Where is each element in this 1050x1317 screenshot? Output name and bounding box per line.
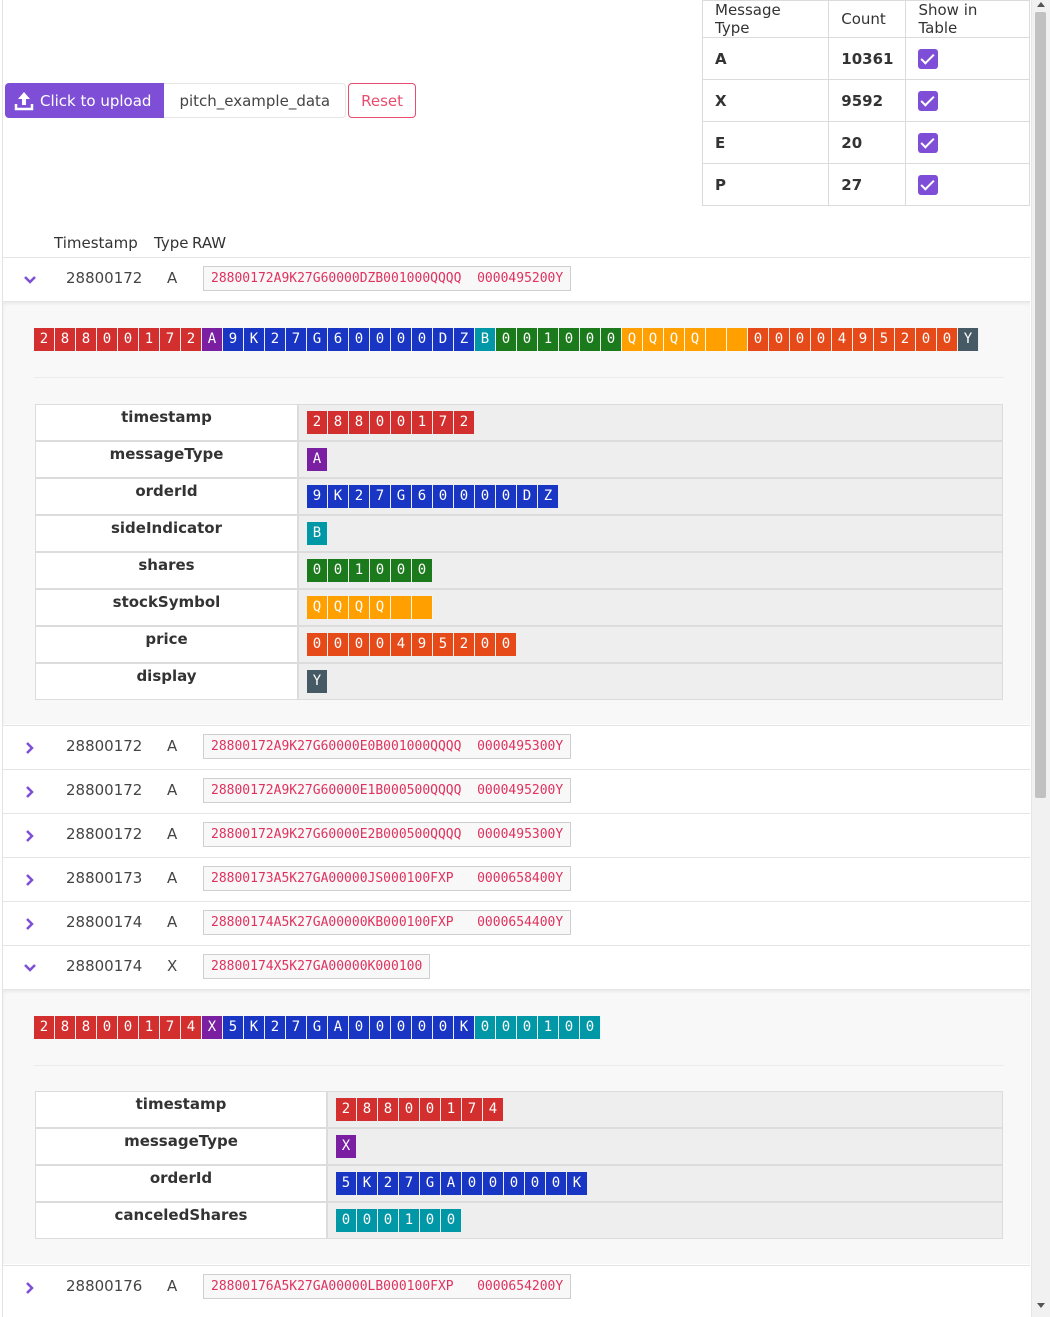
char-box: 0 — [391, 559, 412, 582]
char-box: 0 — [420, 1098, 441, 1121]
char-sequence — [307, 559, 1002, 582]
field-value — [298, 404, 1003, 441]
header-timestamp: Timestamp — [54, 234, 138, 252]
row-type: A — [167, 269, 178, 287]
char-box: 0 — [307, 559, 328, 582]
char-box: 9 — [223, 328, 244, 351]
row-raw: 28800172A9K27G60000E0B001000QQQQ 0000495300Y — [203, 734, 571, 759]
char-box: D — [433, 328, 454, 351]
char-box: K — [357, 1172, 378, 1195]
count-cell: 10361 — [829, 38, 906, 80]
char-box: 2 — [265, 1016, 286, 1039]
table-row[interactable] — [3, 813, 1030, 857]
char-box: 0 — [546, 1172, 567, 1195]
char-box: 0 — [496, 633, 517, 656]
char-box: 8 — [357, 1098, 378, 1121]
char-box: 7 — [370, 485, 391, 508]
message-type-table — [702, 0, 1030, 206]
row-raw: 28800174X5K27GA00000K000100 — [203, 954, 430, 979]
type-row — [703, 38, 1030, 80]
char-box: 7 — [286, 1016, 307, 1039]
table-row[interactable] — [3, 945, 1030, 989]
row-timestamp: 28800173 — [66, 869, 143, 887]
field-name: price — [35, 626, 298, 663]
char-box: A — [441, 1172, 462, 1195]
row-type: A — [167, 825, 178, 843]
char-box: 0 — [370, 633, 391, 656]
char-box: Y — [958, 328, 979, 351]
char-box: Q — [664, 328, 685, 351]
char-box: 9 — [412, 633, 433, 656]
char-box: 8 — [55, 1016, 76, 1039]
char-sequence — [336, 1135, 1002, 1158]
char-box: 6 — [412, 485, 433, 508]
field-value — [298, 626, 1003, 663]
table-row[interactable] — [3, 901, 1030, 945]
field-row — [35, 478, 1003, 515]
chevron-right-icon[interactable] — [22, 872, 38, 888]
char-box: 0 — [391, 1016, 412, 1039]
char-box: 7 — [160, 1016, 181, 1039]
char-box: 0 — [391, 411, 412, 434]
type-row — [703, 80, 1030, 122]
char-box: 0 — [580, 328, 601, 351]
show-checkbox[interactable] — [918, 91, 938, 111]
char-box: 8 — [55, 328, 76, 351]
divider — [34, 1065, 1004, 1066]
row-raw: 28800172A9K27G60000DZB001000QQQQ 0000495200Y — [203, 266, 571, 291]
char-box: 0 — [475, 485, 496, 508]
char-box: 0 — [370, 559, 391, 582]
char-box: 0 — [412, 559, 433, 582]
field-value — [327, 1202, 1003, 1239]
char-box: 7 — [399, 1172, 420, 1195]
char-box: 0 — [475, 633, 496, 656]
field-name: display — [35, 663, 298, 700]
char-sequence — [336, 1209, 1002, 1232]
char-box: 0 — [433, 485, 454, 508]
char-box: 0 — [769, 328, 790, 351]
char-box: 0 — [412, 328, 433, 351]
chevron-right-icon[interactable] — [22, 916, 38, 932]
char-box: 0 — [357, 1209, 378, 1232]
field-value — [298, 515, 1003, 552]
char-box: 2 — [34, 1016, 55, 1039]
char-box: 1 — [139, 328, 160, 351]
char-box: 2 — [454, 633, 475, 656]
char-box: 0 — [559, 328, 580, 351]
field-row — [35, 1165, 1003, 1202]
row-raw: 28800172A9K27G60000E1B000500QQQQ 0000495200Y — [203, 778, 571, 803]
char-box: 8 — [349, 411, 370, 434]
char-box: 2 — [265, 328, 286, 351]
row-type: A — [167, 737, 178, 755]
upload-file-name: pitch_example_data — [164, 83, 346, 118]
field-name: sideIndicator — [35, 515, 298, 552]
char-box: Z — [538, 485, 559, 508]
chevron-right-icon[interactable] — [22, 828, 38, 844]
row-timestamp: 28800174 — [66, 957, 143, 975]
field-name: messageType — [35, 441, 298, 478]
char-box: 0 — [916, 328, 937, 351]
char-box: G — [307, 328, 328, 351]
column-header-count: Count — [829, 1, 906, 38]
char-box: 0 — [790, 328, 811, 351]
show-checkbox[interactable] — [918, 133, 938, 153]
char-box: D — [517, 485, 538, 508]
char-box: 0 — [399, 1098, 420, 1121]
char-box: 7 — [433, 411, 454, 434]
row-type: A — [167, 869, 178, 887]
upload-button-label: Click to upload — [40, 91, 152, 110]
char-box: 0 — [349, 1016, 370, 1039]
expanded-detail — [3, 301, 1030, 724]
char-box: 4 — [391, 633, 412, 656]
char-box: 8 — [76, 328, 97, 351]
message-table-header — [3, 231, 1030, 256]
table-row[interactable] — [3, 1265, 1030, 1309]
char-box — [727, 328, 748, 351]
field-value — [298, 663, 1003, 700]
char-box: 0 — [811, 328, 832, 351]
char-box: B — [475, 328, 496, 351]
raw-char-breakdown — [34, 328, 979, 351]
char-box: 8 — [378, 1098, 399, 1121]
char-box: B — [307, 522, 328, 545]
field-row — [35, 663, 1003, 700]
field-name: orderId — [35, 1165, 327, 1202]
field-row — [35, 515, 1003, 552]
char-box: Q — [307, 596, 328, 619]
char-box: 0 — [118, 1016, 139, 1039]
char-box: 2 — [895, 328, 916, 351]
char-box: 0 — [517, 1016, 538, 1039]
count-cell: 20 — [829, 122, 906, 164]
char-sequence — [307, 522, 1002, 545]
show-in-table-cell — [906, 122, 1030, 164]
type-cell: A — [703, 38, 829, 80]
row-timestamp: 28800172 — [66, 825, 143, 843]
type-row — [703, 122, 1030, 164]
char-box: 0 — [517, 328, 538, 351]
char-box: 5 — [336, 1172, 357, 1195]
table-row[interactable] — [3, 257, 1030, 301]
char-box: Q — [643, 328, 664, 351]
field-value — [298, 441, 1003, 478]
char-box: A — [307, 448, 328, 471]
char-box: 0 — [97, 328, 118, 351]
char-box: 4 — [181, 1016, 202, 1039]
char-box: 2 — [378, 1172, 399, 1195]
field-row — [35, 1091, 1003, 1128]
char-box: 9 — [853, 328, 874, 351]
char-box: 0 — [937, 328, 958, 351]
chevron-right-icon[interactable] — [22, 784, 38, 800]
field-name: timestamp — [35, 404, 298, 441]
column-header-message-type: Message Type — [703, 1, 829, 38]
field-value — [298, 589, 1003, 626]
char-box: 1 — [139, 1016, 160, 1039]
char-box: A — [328, 1016, 349, 1039]
char-box: K — [244, 328, 265, 351]
char-box: G — [307, 1016, 328, 1039]
char-box: G — [420, 1172, 441, 1195]
row-timestamp: 28800172 — [66, 269, 143, 287]
char-box: 0 — [559, 1016, 580, 1039]
table-row[interactable] — [3, 725, 1030, 769]
row-raw: 28800174A5K27GA00000KB000100FXP 0000654400Y — [203, 910, 571, 935]
field-value — [327, 1091, 1003, 1128]
char-box: 2 — [181, 328, 202, 351]
count-cell: 9592 — [829, 80, 906, 122]
char-box: 0 — [496, 328, 517, 351]
char-box: 0 — [483, 1172, 504, 1195]
char-box: G — [391, 485, 412, 508]
expanded-detail — [3, 989, 1030, 1264]
chevron-down-icon[interactable] — [22, 960, 38, 976]
char-box: 5 — [223, 1016, 244, 1039]
show-in-table-cell — [906, 164, 1030, 206]
field-name: timestamp — [35, 1091, 327, 1128]
show-checkbox[interactable] — [918, 49, 938, 69]
char-box: 8 — [328, 411, 349, 434]
char-box: 0 — [349, 633, 370, 656]
char-box: Q — [370, 596, 391, 619]
char-box: 7 — [160, 328, 181, 351]
char-box: 9 — [307, 485, 328, 508]
char-box: 0 — [328, 633, 349, 656]
upload-row — [5, 83, 416, 118]
char-box: 0 — [462, 1172, 483, 1195]
field-row — [35, 552, 1003, 589]
char-box: 0 — [475, 1016, 496, 1039]
row-raw: 28800172A9K27G60000E2B000500QQQQ 0000495300Y — [203, 822, 571, 847]
raw-char-breakdown — [34, 1016, 601, 1039]
char-box: 2 — [349, 485, 370, 508]
char-box — [391, 596, 412, 619]
char-sequence — [307, 485, 1002, 508]
row-raw: 28800176A5K27GA00000LB000100FXP 0000654200Y — [203, 1274, 571, 1299]
header-type: Type — [154, 234, 189, 252]
char-box: 4 — [483, 1098, 504, 1121]
char-box: 1 — [349, 559, 370, 582]
char-box: 0 — [412, 1016, 433, 1039]
char-box: 0 — [454, 485, 475, 508]
char-box: 0 — [391, 328, 412, 351]
char-box: 0 — [433, 1016, 454, 1039]
field-name: orderId — [35, 478, 298, 515]
char-box — [706, 328, 727, 351]
char-box: Q — [685, 328, 706, 351]
reset-button[interactable]: Reset — [348, 83, 416, 118]
type-row — [703, 164, 1030, 206]
type-cell: E — [703, 122, 829, 164]
field-row — [35, 589, 1003, 626]
char-box: 0 — [370, 411, 391, 434]
char-box: A — [202, 328, 223, 351]
field-table — [35, 404, 1003, 700]
scroll-up-icon[interactable] — [1037, 2, 1045, 7]
char-box: 0 — [748, 328, 769, 351]
char-sequence — [307, 596, 1002, 619]
field-name: stockSymbol — [35, 589, 298, 626]
char-sequence — [307, 448, 1002, 471]
char-box: X — [202, 1016, 223, 1039]
char-box: 0 — [420, 1209, 441, 1232]
show-in-table-cell — [906, 38, 1030, 80]
chevron-down-icon[interactable] — [22, 272, 38, 288]
char-box: K — [244, 1016, 265, 1039]
chevron-right-icon[interactable] — [22, 740, 38, 756]
char-sequence — [307, 633, 1002, 656]
header-raw: RAW — [192, 234, 227, 252]
page — [2, 0, 1030, 1317]
row-type: X — [167, 957, 178, 975]
show-checkbox[interactable] — [918, 175, 938, 195]
char-box: 4 — [832, 328, 853, 351]
row-type: A — [167, 913, 178, 931]
row-type: A — [167, 781, 178, 799]
row-raw: 28800173A5K27GA00000JS000100FXP 0000658400Y — [203, 866, 571, 891]
field-value — [327, 1165, 1003, 1202]
char-box: 0 — [370, 1016, 391, 1039]
field-row — [35, 1202, 1003, 1239]
field-row — [35, 626, 1003, 663]
field-name: shares — [35, 552, 298, 589]
char-box: Y — [307, 670, 328, 693]
char-box: K — [328, 485, 349, 508]
char-box: 0 — [328, 559, 349, 582]
char-box: 2 — [307, 411, 328, 434]
row-timestamp: 28800174 — [66, 913, 143, 931]
char-box: Q — [349, 596, 370, 619]
char-box: 0 — [336, 1209, 357, 1232]
char-box: Z — [454, 328, 475, 351]
char-box: 0 — [97, 1016, 118, 1039]
char-box: Q — [328, 596, 349, 619]
char-box: 6 — [328, 328, 349, 351]
char-box: 0 — [118, 328, 139, 351]
show-in-table-cell — [906, 80, 1030, 122]
char-box: 0 — [370, 328, 391, 351]
table-row[interactable] — [3, 769, 1030, 813]
char-box: 1 — [412, 411, 433, 434]
column-header-show-in-table: Show in Table — [906, 1, 1030, 38]
char-box: Q — [622, 328, 643, 351]
char-box: 1 — [538, 1016, 559, 1039]
char-box: 0 — [496, 1016, 517, 1039]
char-sequence — [307, 670, 1002, 693]
field-name: messageType — [35, 1128, 327, 1165]
field-table — [35, 1091, 1003, 1239]
row-timestamp: 28800172 — [66, 737, 143, 755]
upload-button[interactable] — [5, 83, 164, 118]
char-box: 5 — [433, 633, 454, 656]
row-type: A — [167, 1277, 178, 1295]
scroll-down-icon[interactable] — [1037, 1303, 1045, 1308]
char-box — [412, 596, 433, 619]
char-box: 8 — [76, 1016, 97, 1039]
char-box: 0 — [441, 1209, 462, 1232]
char-box: 5 — [874, 328, 895, 351]
field-name: canceledShares — [35, 1202, 327, 1239]
row-timestamp: 28800172 — [66, 781, 143, 799]
char-box: 7 — [462, 1098, 483, 1121]
field-row — [35, 404, 1003, 441]
field-value — [298, 478, 1003, 515]
char-box: 1 — [399, 1209, 420, 1232]
char-box: 0 — [601, 328, 622, 351]
char-box: 2 — [34, 328, 55, 351]
scrollbar-thumb[interactable] — [1035, 12, 1046, 798]
char-box: K — [454, 1016, 475, 1039]
count-cell: 27 — [829, 164, 906, 206]
field-row — [35, 1128, 1003, 1165]
char-box: 0 — [349, 328, 370, 351]
vertical-scrollbar[interactable] — [1031, 0, 1050, 1317]
char-box: 0 — [496, 485, 517, 508]
char-box: 0 — [580, 1016, 601, 1039]
table-row[interactable] — [3, 857, 1030, 901]
field-value — [298, 552, 1003, 589]
char-sequence — [336, 1172, 1002, 1195]
char-box: K — [567, 1172, 588, 1195]
type-cell: P — [703, 164, 829, 206]
chevron-right-icon[interactable] — [22, 1280, 38, 1296]
char-box: 0 — [378, 1209, 399, 1232]
char-box: 2 — [454, 411, 475, 434]
char-box: 1 — [538, 328, 559, 351]
char-box: 0 — [504, 1172, 525, 1195]
char-sequence — [307, 411, 1002, 434]
char-box: X — [336, 1135, 357, 1158]
char-box: 7 — [286, 328, 307, 351]
char-sequence — [336, 1098, 1002, 1121]
char-box: 0 — [307, 633, 328, 656]
type-cell: X — [703, 80, 829, 122]
char-box: 2 — [336, 1098, 357, 1121]
upload-icon — [14, 91, 34, 111]
row-timestamp: 28800176 — [66, 1277, 143, 1295]
field-value — [327, 1128, 1003, 1165]
field-row — [35, 441, 1003, 478]
char-box: 0 — [525, 1172, 546, 1195]
divider — [34, 377, 1004, 378]
char-box: 1 — [441, 1098, 462, 1121]
